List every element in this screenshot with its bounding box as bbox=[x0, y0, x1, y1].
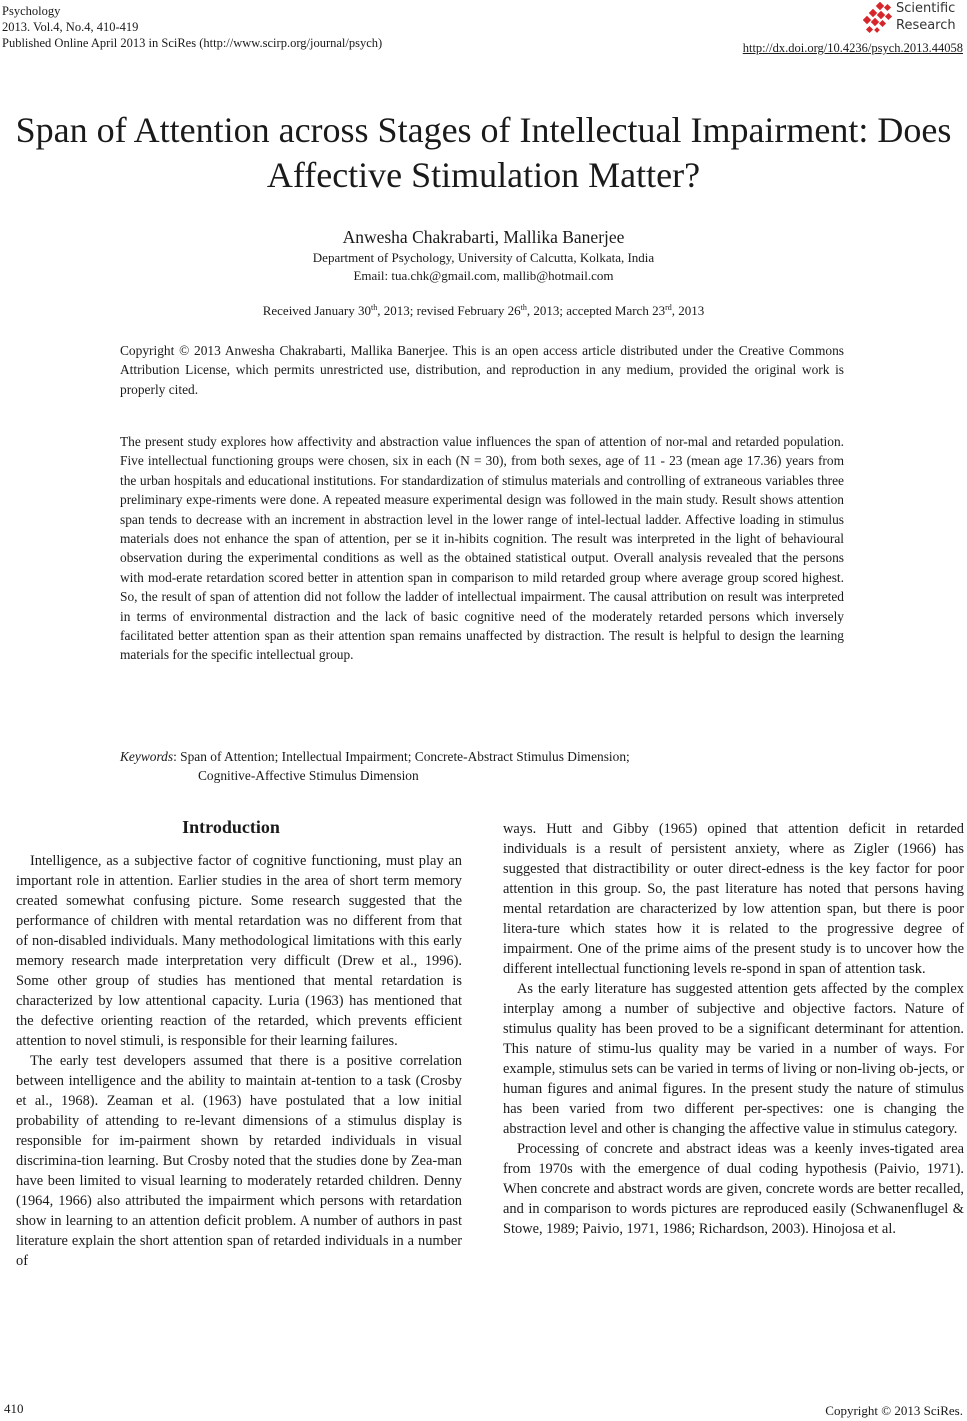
logo-text-research: Research bbox=[896, 18, 956, 33]
email: Email: tua.chk@gmail.com, mallib@hotmail.com bbox=[353, 268, 614, 283]
logo-text-scientific: Scientific bbox=[896, 1, 956, 16]
footer-copyright: Copyright © 2013 SciRes. bbox=[825, 1403, 963, 1418]
paragraph: The early test developers assumed that there is a positive correlation between intelligence and the ability to maintain at-tention to a task (Crosby et al., 1968). Zeaman et al. (1963) have postulated that a low initial probability of attending to re-levant dimensions of a stimulus display is responsible for im-pairment shown by retarded individuals in visual discrimina-tion learning. But Crosby noted that the studies done by Zea-man have been limited to visual learning to moderately retarded children. Denny (1964, 1966) also attributed the impairment which persons with retardation show in learning to an attention deficit problem. A number of authors in past literature explain the short attention span of retarded individuals in a number of bbox=[16, 1053, 462, 1269]
affiliation-block bbox=[0, 249, 967, 285]
scientific-research-logo[interactable] bbox=[863, 1, 963, 37]
left-column bbox=[16, 851, 462, 1271]
received-sup-2: th bbox=[520, 303, 527, 312]
publication-info: Published Online April 2013 in SciRes (http://www.scirp.org/journal/psych) bbox=[2, 36, 383, 50]
copyright-notice: Copyright © 2013 Anwesha Chakrabarti, Mallika Banerjee. This is an open access article distributed under the Creative Commons Attribution License, which permits unrestricted use, distribution, and reproduction in any medium, provided the original work is properly cited. bbox=[120, 343, 844, 397]
section-heading-introduction: Introduction bbox=[182, 817, 280, 837]
paragraph: Processing of concrete and abstract ideas was a keenly inves-tigated area from 1970s with the emergence of dual coding hypothesis (Paivio, 1971). When concrete and abstract words are given, concrete words are better recalled, and in comparison to words pictures are reproduced easily (Schwanenflugel & Stowe, 1989; Paivio, 1971, 1986; Richardson, 2003). Hinojosa et al. bbox=[503, 1141, 964, 1237]
scirp-logo-icon bbox=[863, 1, 899, 37]
doi-link[interactable]: http://dx.doi.org/10.4236/psych.2013.44058 bbox=[742, 41, 963, 55]
journal-volume: 2013. Vol.4, No.4, 410-419 bbox=[2, 20, 139, 34]
keywords bbox=[120, 747, 844, 786]
paragraph: Intelligence, as a subjective factor of cognitive functioning, must play an important role in attention. Earlier studies in the area of short term memory created somewhat confusing picture. Some research suggested that the performance of children with mental retardation was no different from that of non-disabled individuals. Many methodological limitations with this early memory research made interpretation very difficult (Drew et al., 1996). Some other group of studies has mentioned that mental retardation is characterized by low attentional capacity. Luria (1963) has mentioned that the defective orienting reaction of the retarded, which prevents efficient attention to novel stimuli, is responsible for their learning failures. bbox=[16, 853, 462, 1049]
journal-name: Psychology bbox=[2, 4, 61, 18]
received-text-2: , 2013; revised February 26 bbox=[377, 303, 521, 318]
abstract: The present study explores how affectivity and abstraction value influences the span of attention of nor-mal and retarded population. Five intellectual functioning groups were chosen, six in each (N = 30), from both sexes, age of 11 - 23 (mean age 17.36) years from the urban hospitals and educational institutions. For standardization of stimulus materials and controlling of extraneous variables three preliminary expe-riments were done. A repeated measure experimental design was followed in the main study. Result shows attention span tends to decrease with an increment in abstraction level in the lower range of intel-lectual ladder. Affective loading in stimulus materials does not enhance the span of attention, per se it in-hibits cognition. The result was interpreted in the light of behavioural observation during the experimental conditions as well as the obtained statistical output. Overall analysis revealed that the persons with mod-erate retardation scored better in attention span in comparison to mild retarded group where average group scored highest. So, the result of span of attention did not follow the ladder of intellectual impairment. The causal attribution on result was interpreted in terms of environmental distraction and the lack of basic cognitive need of the moderately retarded persons which inversely facilitated better attention span as their attention span remains unaffected by distraction. The result is helpful to design the learning materials for the specific intellectual group. bbox=[120, 434, 844, 663]
received-sup-1: th bbox=[371, 303, 378, 312]
keywords-line-1: : Span of Attention; Intellectual Impairment; Concrete-Abstract Stimulus Dimension; bbox=[173, 749, 630, 764]
keywords-line-2: Cognitive-Affective Stimulus Dimension bbox=[198, 768, 419, 784]
keywords-label: Keywords bbox=[120, 749, 174, 764]
paper-title bbox=[0, 108, 967, 198]
authors: Anwesha Chakrabarti, Mallika Banerjee bbox=[342, 227, 625, 247]
right-column bbox=[503, 819, 964, 1239]
received-text-3: , 2013; accepted March 23 bbox=[526, 303, 666, 318]
journal-header bbox=[2, 3, 382, 51]
title-line-1: Span of Attention across Stages of Intellectual Impairment: Does bbox=[15, 110, 952, 150]
received-dates bbox=[0, 303, 967, 319]
paragraph: As the early literature has suggested attention gets affected by the complex interplay among a number of subjective and objective factors. Nature of stimulus quality has been proved to be a significant determinant for attention. This nature of stimu-lus quality may be varied in a number of ways. For example, stimulus sets can be varied in terms of living or non-living ob-jects, or human figures and animal figures. In the present study the nature of stimulus has been varied from two different per-spectives: one is changing the abstraction level and other is changing the affective value in stimulus category. bbox=[503, 981, 964, 1137]
affiliation: Department of Psychology, University of Calcutta, Kolkata, India bbox=[312, 250, 655, 265]
title-line-2: Affective Stimulation Matter? bbox=[266, 155, 701, 195]
page-number: 410 bbox=[4, 1401, 24, 1416]
received-text-1: Received January 30 bbox=[262, 303, 372, 318]
received-text-4: , 2013 bbox=[671, 303, 705, 318]
paragraph: ways. Hutt and Gibby (1965) opined that attention deficit in retarded individuals is a result of persistent anxiety, where as Zigler (1966) has suggested that distractibility or outer direct-edness is the key factor for poor attention in this group. So, the past literature has noted that persons having mental retardation are characterized by low attention span, but there is poor litera-ture which states how it is related to the progressive degree of impairment. One of the prime aims of the present study is to uncover how the different intellectual functioning levels re-spond in span of attention task. bbox=[503, 821, 964, 977]
received-sup-3: rd bbox=[665, 303, 672, 312]
